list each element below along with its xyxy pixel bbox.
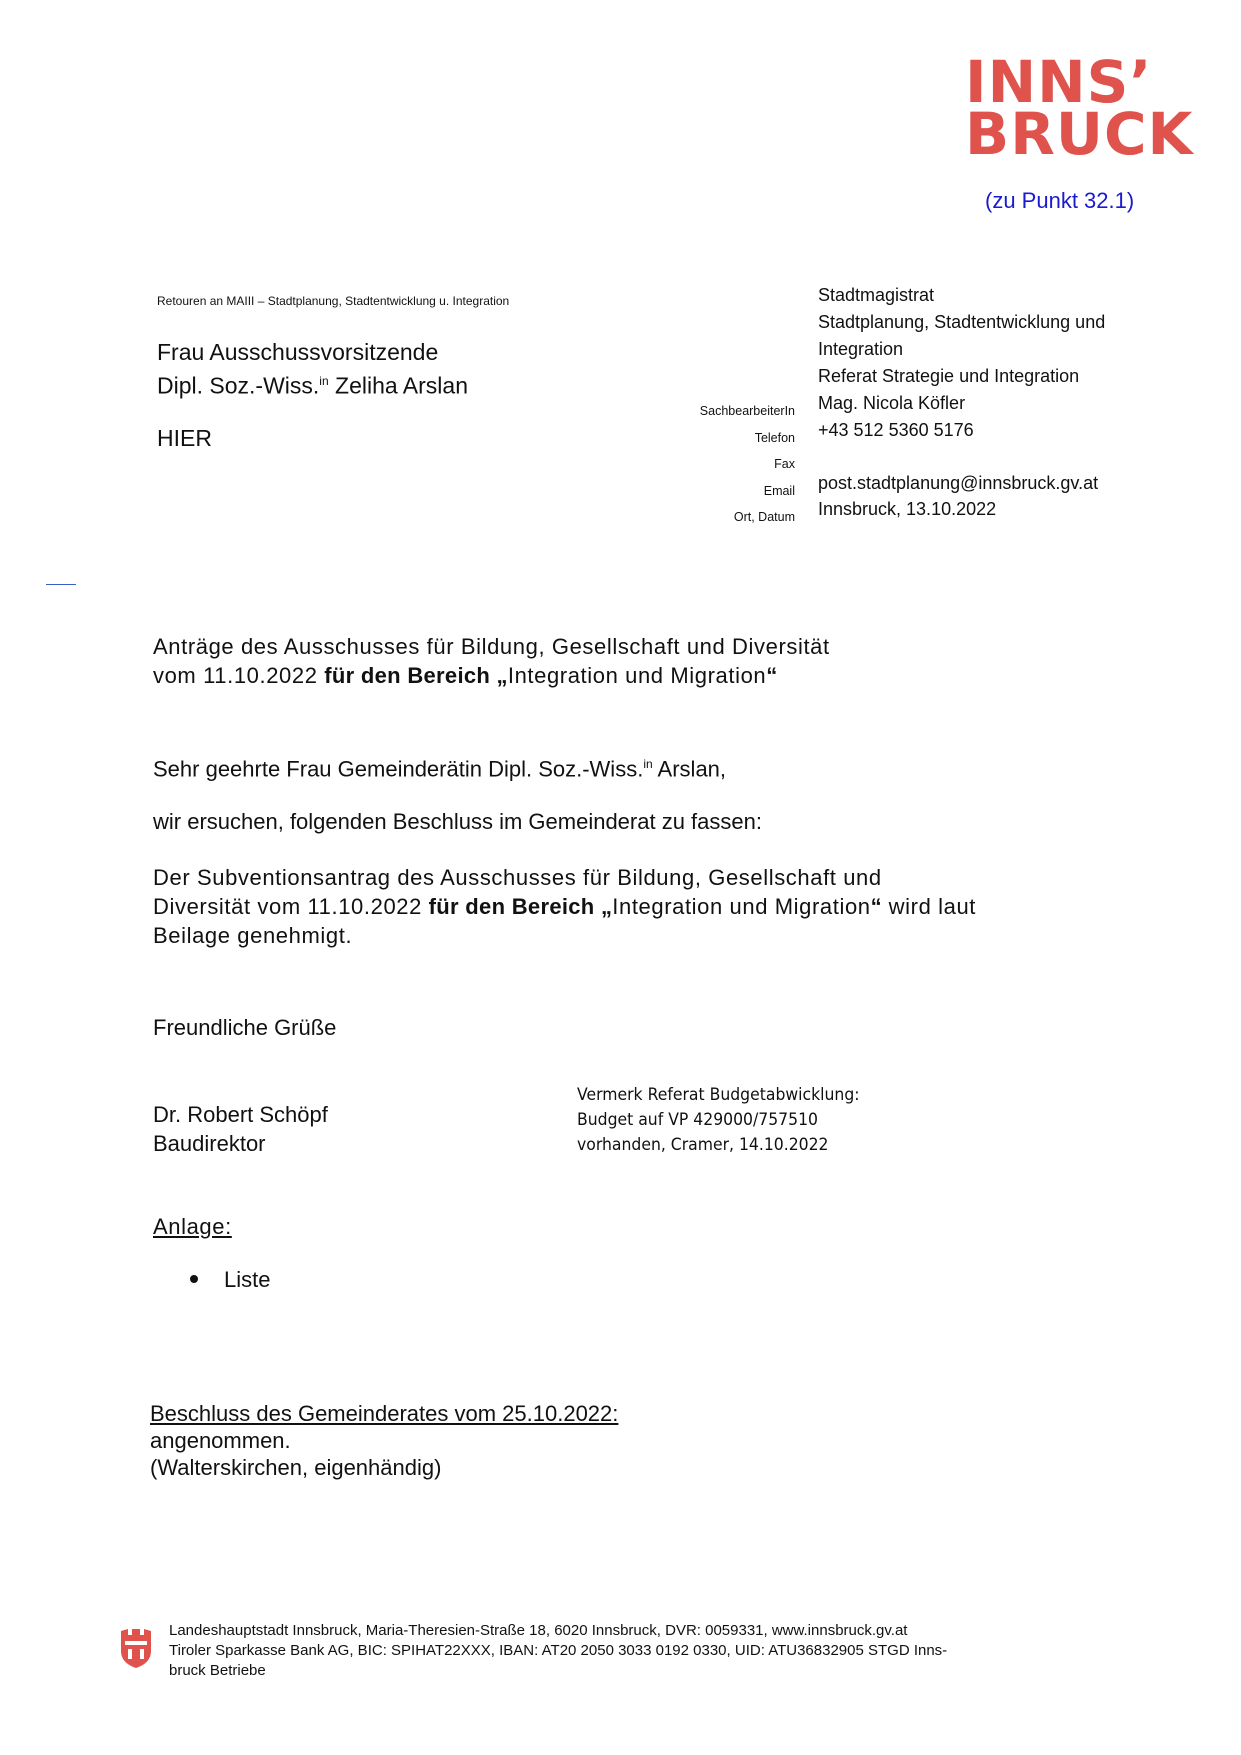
resolution-text — [153, 863, 976, 950]
subject — [153, 632, 830, 690]
request-text: wir ersuchen, folgenden Beschluss im Gemeinderat zu fassen: — [153, 809, 762, 834]
phone-value: +43 512 5360 5176 — [818, 419, 974, 440]
logo-line-1: INNS’ — [965, 48, 1153, 116]
resolution-line-2: Diversität vom 11.10.2022 für den Bereich „Integration und Migration“ wird laut — [153, 894, 976, 919]
return-address: Retouren an MAIII – Stadtplanung, Stadtentwicklung u. Integration — [157, 294, 510, 308]
agenda-reference: (zu Punkt 32.1) — [985, 188, 1135, 213]
footer-line-1: Landeshauptstadt Innsbruck, Maria-Theresien-Straße 18, 6020 Innsbruck, DVR: 0059331, www.innsbruck.gv.at — [169, 1622, 908, 1639]
decision-result: angenommen. — [150, 1428, 291, 1453]
fax-value — [818, 443, 1148, 470]
email-label: Email — [763, 483, 795, 498]
city-crest-icon — [118, 1627, 154, 1674]
decision-heading: Beschluss des Gemeinderates vom 25.10.2022: — [150, 1401, 619, 1426]
council-decision — [150, 1400, 618, 1481]
footer-line-2: Tiroler Sparkasse Bank AG, BIC: SPIHAT22XXX, IBAN: AT20 2050 3033 0192 0330, UID: ATU36832905 STGD Inns- — [169, 1642, 948, 1659]
signatory-title: Baudirektor — [153, 1131, 266, 1156]
resolution-line-1: Der Subventionsantrag des Ausschusses für Bildung, Gesellschaft und — [153, 865, 882, 890]
footer — [169, 1621, 1029, 1681]
place-date-label: Ort, Datum — [733, 510, 795, 524]
budget-note-line-3: vorhanden, Cramer, 14.10.2022 — [577, 1135, 829, 1155]
sender-block — [818, 282, 1148, 523]
decision-signature: (Walterskirchen, eigenhändig) — [150, 1455, 442, 1480]
logo-line-2: BRUCK — [965, 100, 1194, 168]
closing: Freundliche Grüße — [153, 1015, 337, 1040]
phone-label: Telefon — [754, 430, 795, 445]
clerk-value: Mag. Nicola Köfler — [818, 393, 966, 413]
sender-org-3: Integration — [818, 339, 904, 359]
attachment-item: Liste — [190, 1267, 270, 1293]
fold-mark — [46, 584, 76, 585]
sender-org-4: Referat Strategie und Integration — [818, 366, 1080, 386]
budget-note-line-1: Vermerk Referat Budgetabwicklung: — [577, 1085, 860, 1105]
clerk-label: SachbearbeiterIn — [699, 404, 795, 418]
budget-note — [577, 1083, 860, 1158]
attachment-heading: Anlage: — [153, 1214, 232, 1239]
fax-label: Fax — [774, 457, 795, 471]
salutation: Sehr geehrte Frau Gemeinderätin Dipl. Soz.-Wiss.$^{in}$ Arslan, — [153, 756, 727, 782]
budget-note-line-2: Budget auf VP 429000/757510 — [577, 1110, 818, 1130]
sender-org-1: Stadtmagistrat — [818, 285, 935, 305]
recipient-line-1: Frau Ausschussvorsitzende — [157, 339, 439, 365]
signatory-name: Dr. Robert Schöpf — [153, 1102, 328, 1127]
recipient-address — [157, 338, 468, 401]
recipient-line-2: Dipl. Soz.-Wiss.$^{in}$ Zeliha Arslan — [157, 372, 468, 399]
subject-line-2: vom 11.10.2022 für den Bereich „Integration und Migration“ — [153, 663, 778, 688]
city-logo — [965, 48, 1194, 168]
recipient-location: HIER — [157, 425, 212, 451]
place-date-value: Innsbruck, 13.10.2022 — [818, 499, 997, 519]
sender-labels — [595, 398, 795, 531]
resolution-line-3: Beilage genehmigt. — [153, 923, 353, 948]
sender-org-2: Stadtplanung, Stadtentwicklung und — [818, 312, 1106, 332]
email-value: post.stadtplanung@innsbruck.gv.at — [818, 472, 1099, 493]
footer-line-3: bruck Betriebe — [169, 1662, 266, 1679]
subject-line-1: Anträge des Ausschusses für Bildung, Gesellschaft und Diversität — [153, 634, 830, 659]
bullet-icon — [190, 1275, 198, 1283]
signature-block — [153, 1100, 328, 1158]
